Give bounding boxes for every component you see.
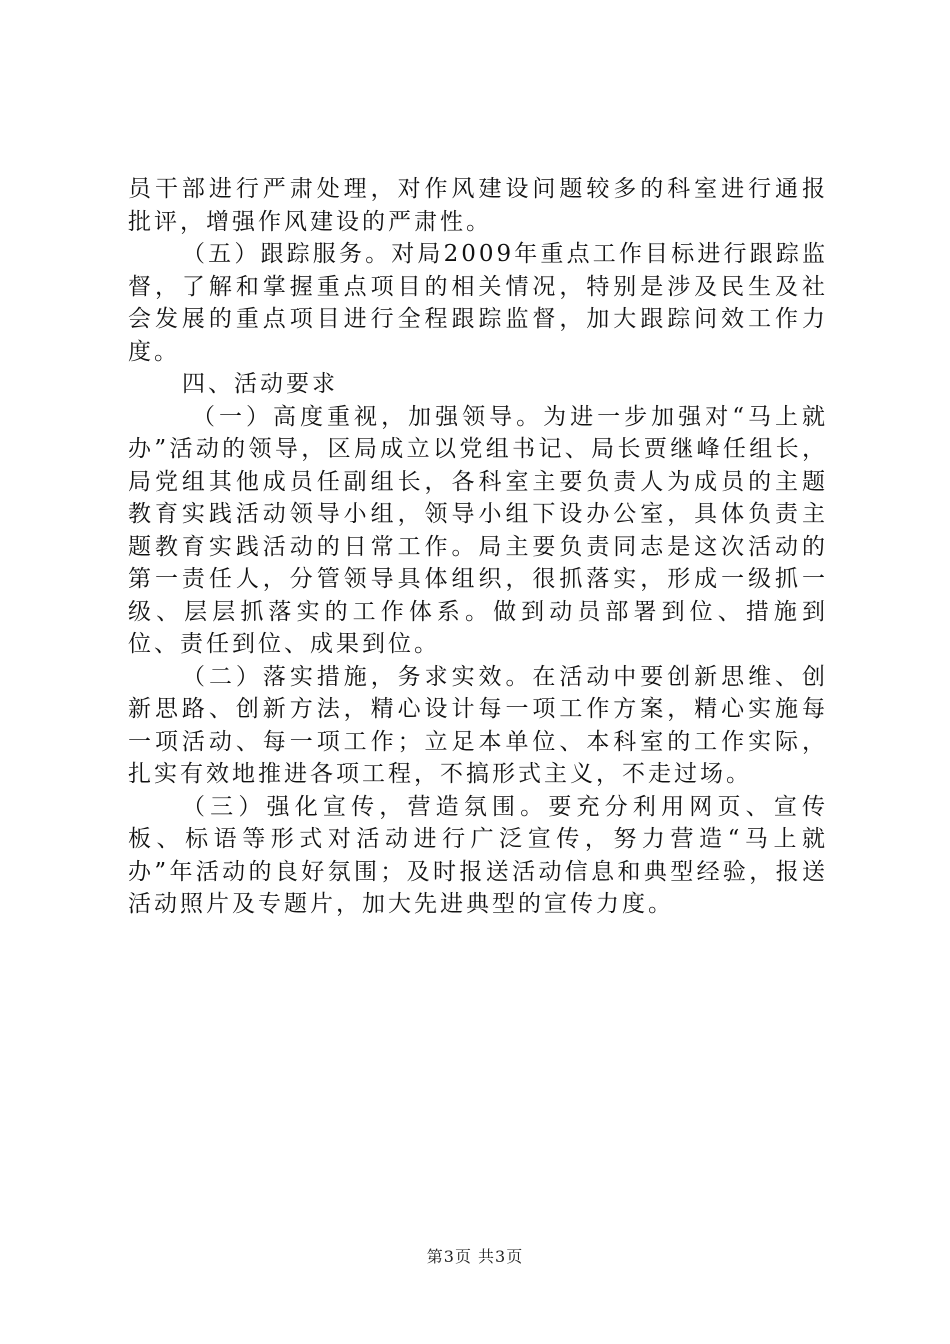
- paragraph-continuation: 员干部进行严肃处理，对作风建设问题较多的科室进行通报批评，增强作风建设的严肃性。: [128, 176, 828, 235]
- paragraph-leadership: （一）高度重视，加强领导。为进一步加强对“马上就办”活动的领导，区局成立以党组书记、局长贾继峰任组长，局党组其他成员任副组长，各科室主要负责人为成员的主题教育实践活动领导小组，领导小组下设办公室，具体负责主题教育实践活动的日常工作。局主要负责同志是这次活动的第一责任人，分管领导具体组织，很抓落实，形成一级抓一级、层层抓落实的工作体系。做到动员部署到位、措施到位、责任到位、成果到位。: [128, 403, 828, 657]
- document-body: [128, 173, 828, 921]
- paragraph-publicity: （三）强化宣传，营造氛围。要充分利用网页、宣传板、标语等形式对活动进行广泛宣传，努力营造“马上就办”年活动的良好氛围；及时报送活动信息和典型经验，报送活动照片及专题片，加大先进典型的宣传力度。: [128, 793, 828, 917]
- page-footer: 第3页 共3页: [426, 1247, 524, 1266]
- section-heading-activity-requirements: 四、活动要求: [182, 371, 338, 397]
- paragraph-tracking-service: （五）跟踪服务。对局2009年重点工作目标进行跟踪监督，了解和掌握重点项目的相关情况，特别是涉及民生及社会发展的重点项目进行全程跟踪监督，加大跟踪问效工作力度。: [128, 241, 828, 365]
- paragraph-measures: （二）落实措施，务求实效。在活动中要创新思维、创新思路、创新方法，精心设计每一项工作方案，精心实施每一项活动、每一项工作；立足本单位、本科室的工作实际，扎实有效地推进各项工程，不搞形式主义，不走过场。: [128, 663, 828, 787]
